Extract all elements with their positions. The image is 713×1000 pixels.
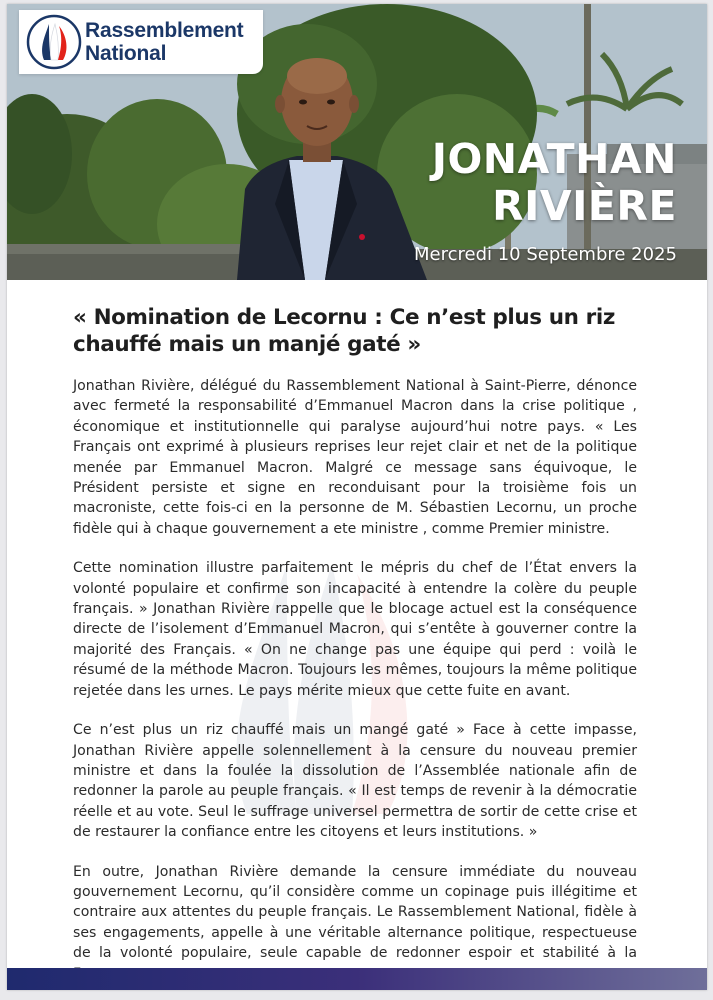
article-title: « Nomination de Lecornu : Ce n’est plus un riz chauffé mais un manjé gaté » <box>73 305 615 357</box>
footer-color-band <box>7 968 707 990</box>
article-paragraph: Ce n’est plus un riz chauffé mais un mangé gaté » Face à cette impasse, Jonathan Rivière appelle solennellement à la censure du nouveau premier ministre et dans la foulée la dissolution de l’Assemblée nationale afin de redonner la parole au peuple français. « Il est temps de revenir à la démocratie réelle et au vote. Seul le suffrage universel permettra de sortir de cette crise et de restaurer la confiance entre les citoyens et leurs institutions. » <box>73 722 637 841</box>
article-paragraph: Cette nomination illustre parfaitement le mépris du chef de l’État envers la volonté populaire et confirme son incapacité à entendre la colère du peuple français. » Jonathan Rivière rappelle que le blocage actuel est la conséquence directe de l’isolement d’Emmanuel Macron, qui s’entête à gouverner contre la majorité des Français. « On ne change pas une équipe qui perd : voilà le résumé de la méthode Macron. Toujours les mêmes, toujours la même politique rejetée dans les urnes. Le pays mérite mieux que cette fuite en avant. <box>73 560 637 699</box>
press-release-sheet <box>7 4 707 990</box>
speaker-last-name: RIVIÈRE <box>492 182 677 230</box>
flame-logo-icon <box>25 12 83 70</box>
article-body <box>73 376 637 990</box>
speaker-name <box>432 136 677 230</box>
publication-date: Mercredi 10 Septembre 2025 <box>414 244 677 265</box>
header-banner <box>7 4 707 280</box>
logo-line-1: Rassemblement <box>85 19 244 42</box>
article-paragraph: Jonathan Rivière, délégué du Rassemblement National à Saint-Pierre, dénonce avec fermeté la responsabilité d’Emmanuel Macron dans la crise politique , économique et institutionnelle qui paralyse aujourd’hui notre pays. « Les Français ont exprimé à plusieurs reprises leur rejet clair et net de la politique menée par Emmanuel Macron. Malgré ce message sans équivoque, le Président persiste et signe en reconduisant pour la troisième fois un macroniste, cette fois-ci en la personne de M. Sébastien Lecornu, un proche fidèle qui à chaque gouvernement a ete ministre , comme Premier ministre. <box>73 378 637 537</box>
article-paragraph: En outre, Jonathan Rivière demande la censure immédiate du nouveau gouvernement Lecornu, qu’il considère comme un copinage puis illégitime et contraire aux attentes du peuple français. Le Rassemblement National, fidèle à ses engagements, appelle à une véritable alternance politique, respectueuse de la volonté populaire, seule capable de redonner espoir et stabilité à la <box>73 863 637 962</box>
speaker-first-name: JONATHAN <box>431 135 677 183</box>
party-logo <box>19 10 263 74</box>
logo-line-2: National <box>85 42 167 65</box>
